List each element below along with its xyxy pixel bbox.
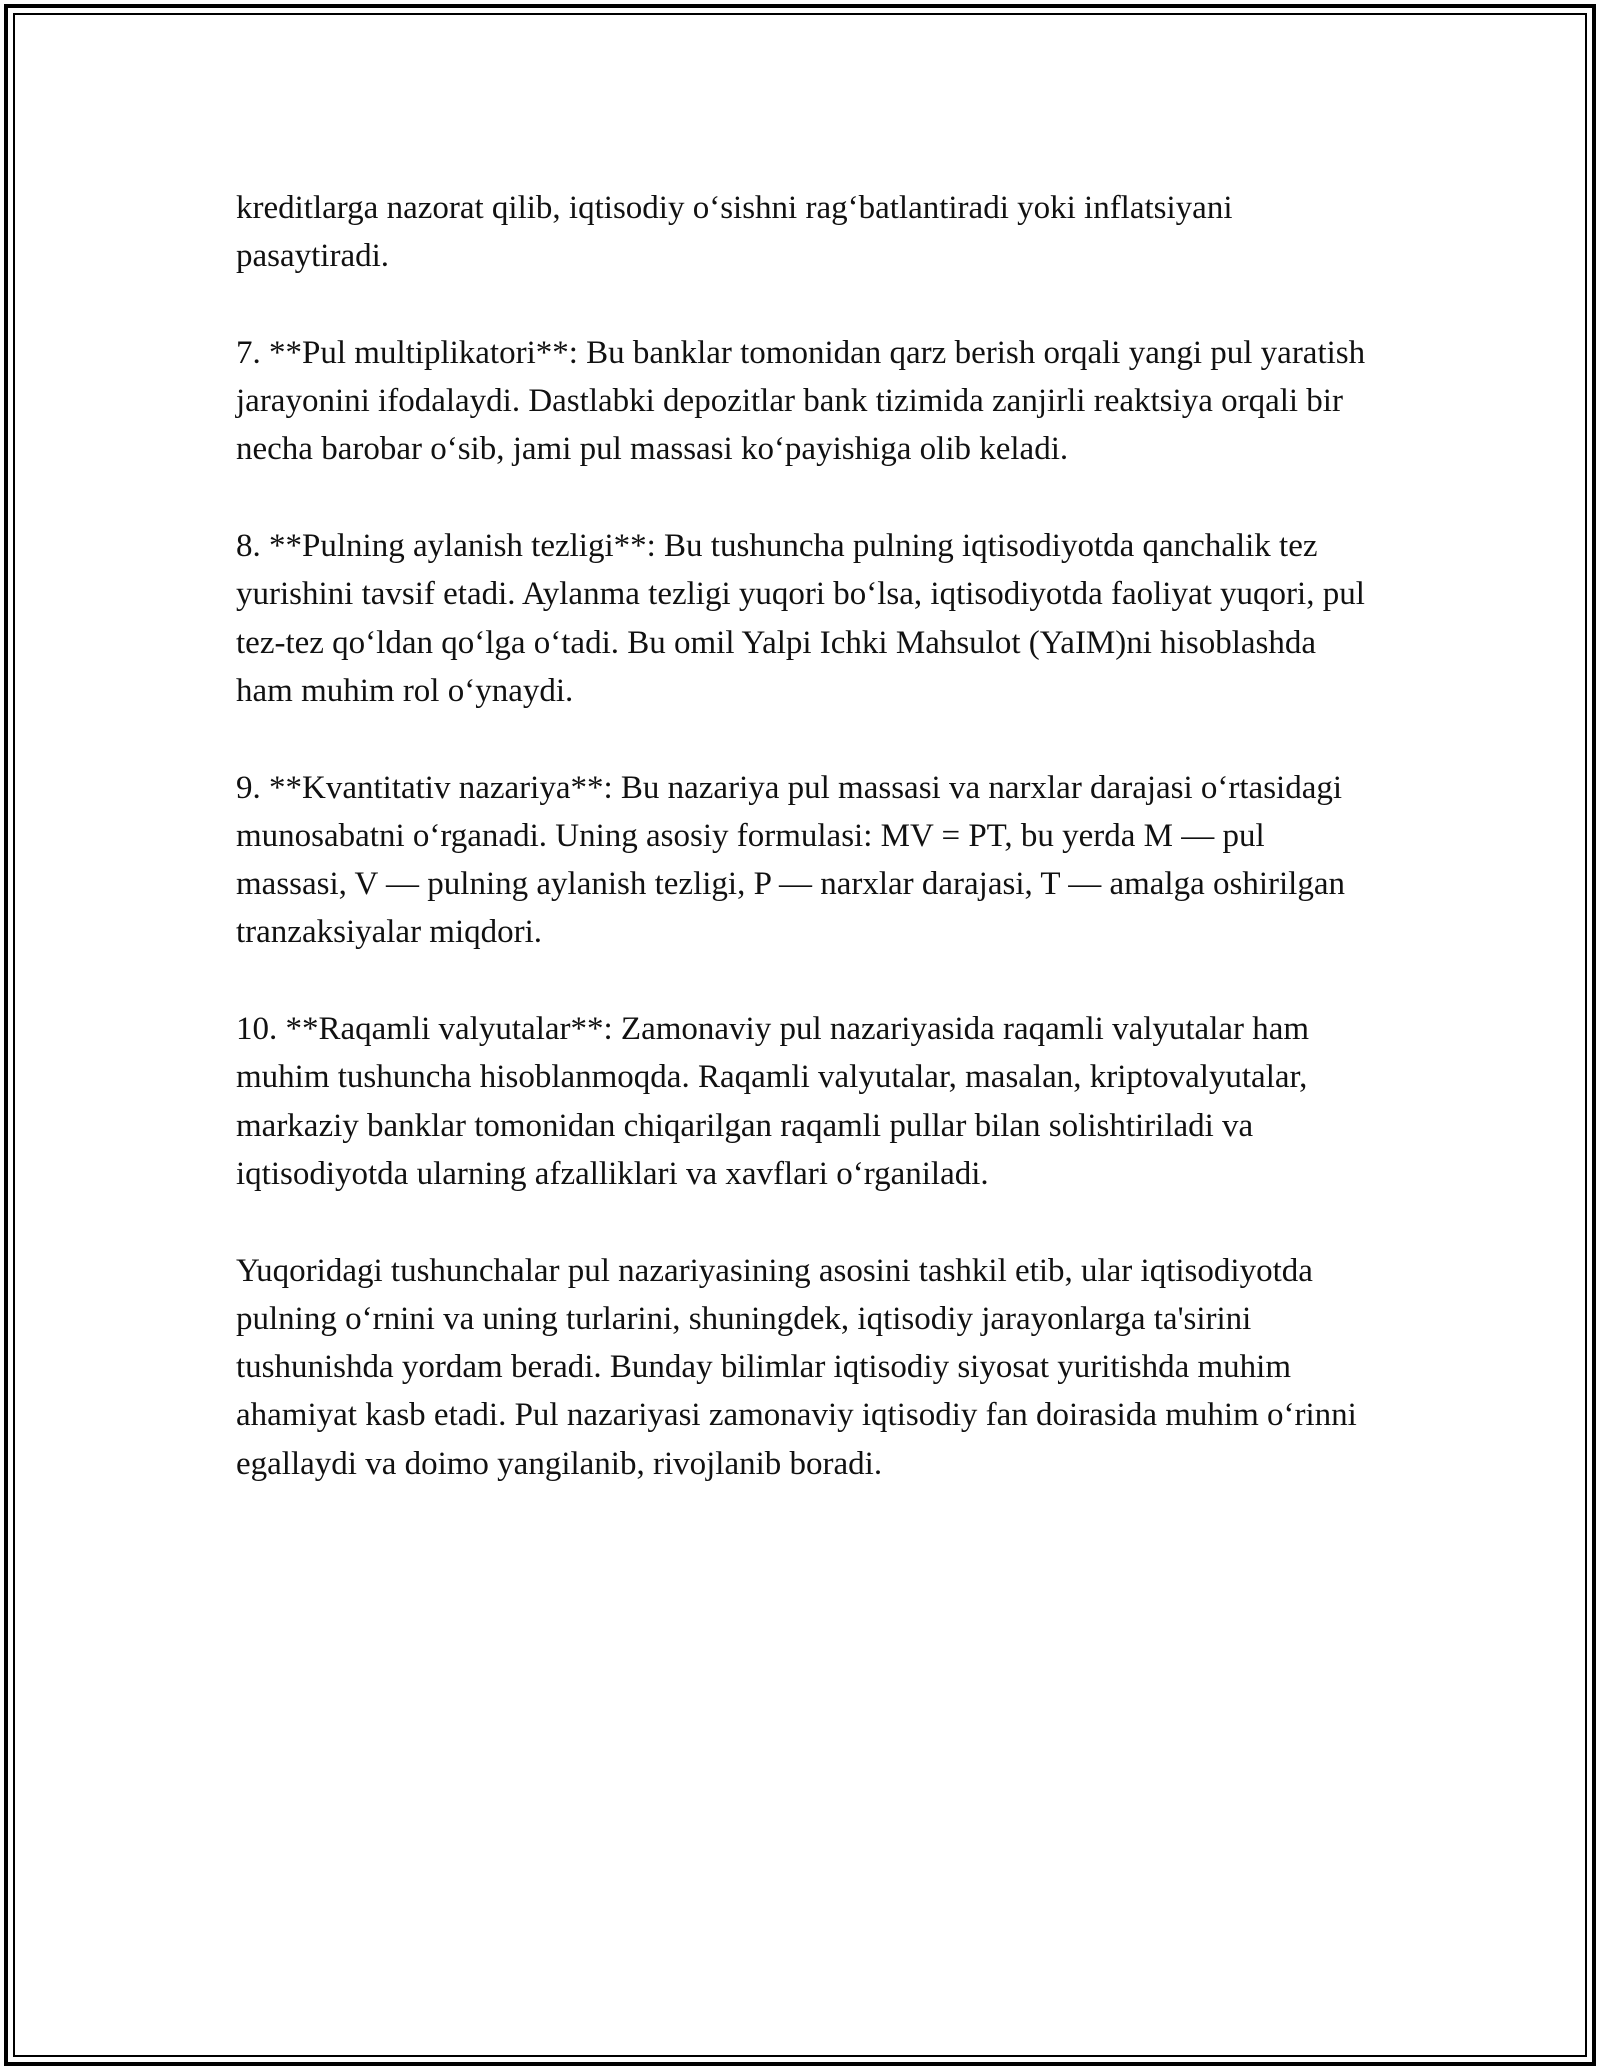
paragraph-pulning-aylanish-tezligi: 8. **Pulning aylanish tezligi**: Bu tushuncha pulning iqtisodiyotda qanchalik tez yurishini tavsif etadi. Aylanma tezligi yuqori bo‘lsa, iqtisodiyotda faoliyat yuqori, pul tez-tez qo‘ldan qo‘lga o‘tadi. Bu omil Yalpi Ichki Mahsulot (YaIM)ni hisoblashda ham muhim rol o‘ynaydi. xyxy=(236,528,1365,709)
paragraph-pul-multiplikatori: 7. **Pul multiplikatori**: Bu banklar tomonidan qarz berish orqali yangi pul yaratish jarayonini ifodalaydi. Dastlabki depozitlar bank tizimida zanjirli reaktsiya orqali bir necha barobar o‘sib, jami pul massasi ko‘payishiga olib keladi. xyxy=(236,334,1366,468)
paragraph-conclusion: Yuqoridagi tushunchalar pul nazariyasining asosini tashkil etib, ular iqtisodiyotda pulning o‘rnini va uning turlarini, shuningdek, iqtisodiy jarayonlarga ta'sirini tushunishda yordam beradi. Bunday bilimlar iqtisodiy siyosat yuritishda muhim ahamiyat kasb etadi. Pul nazariyasi zamonaviy iqtisodiy fan doirasida muhim o‘rinni egallaydi va doimo yangilanib, rivojlanib boradi. xyxy=(236,1252,1357,1482)
paragraph-raqamli-valyutalar: 10. **Raqamli valyutalar**: Zamonaviy pul nazariyasida raqamli valyutalar ham muhim tushuncha hisoblanmoqda. Raqamli valyutalar, masalan, kriptovalyutalar, markaziy banklar tomonidan chiqarilgan raqamli pullar bilan solishtiriladi va iqtisodiyotda ularning afzalliklari va xavflari o‘rganiladi. xyxy=(236,1011,1310,1192)
document-body xyxy=(236,184,1376,1536)
paragraph-continuation: kreditlarga nazorat qilib, iqtisodiy o‘sishni rag‘batlantiradi yoki inflatsiyani pasaytiradi. xyxy=(236,190,1233,275)
paragraph-kvantitativ-nazariya: 9. **Kvantitativ nazariya**: Bu nazariya pul massasi va narxlar darajasi o‘rtasidagi munosabatni o‘rganadi. Uning asosiy formulasi: MV = PT, bu yerda M — pul massasi, V — pulning aylanish tezligi, P — narxlar darajasi, T — amalga oshirilgan tranzaksiyalar miqdori. xyxy=(236,769,1345,951)
